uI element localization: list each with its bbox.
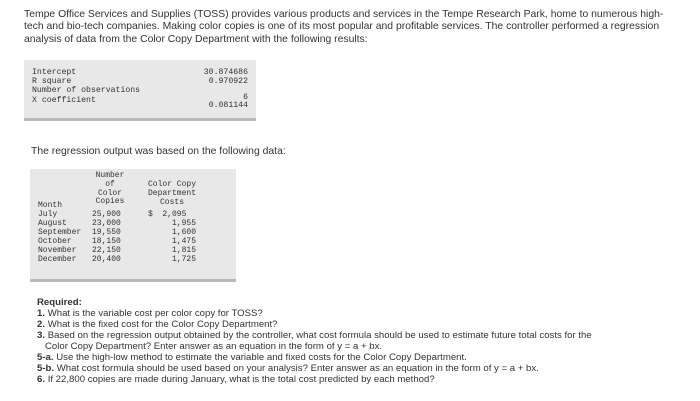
row-cost: 1,600	[172, 228, 197, 237]
regression-value: 30.874686	[203, 68, 248, 77]
question-text: If 22,800 copies are made during January, what is the total cost predicted by each method?	[47, 374, 435, 385]
data-table	[30, 169, 236, 282]
row-cost: 1,815	[172, 246, 197, 255]
regression-output-box	[24, 60, 256, 121]
row-month: July	[38, 210, 58, 219]
row-cost: 1,475	[172, 237, 197, 246]
required-title: Required:	[37, 297, 82, 308]
header-costs-line: Department	[147, 188, 196, 198]
header-costs-line: Costs	[159, 197, 184, 207]
regression-value: 0.081144	[208, 101, 248, 110]
header-copies-line: of	[105, 179, 115, 189]
row-copies: 20,400	[92, 255, 121, 264]
row-month: December	[38, 255, 77, 264]
question-number: 3.	[37, 330, 46, 341]
intro-paragraph: Tempe Office Services and Supplies (TOSS) provides various products and services in the Tempe Research Park, home to numerous high-tech and bio-tech companies. Making color copies is one of its most popular and profitable services. The controller performed a regression analysis of data from the Color Copy Department with the following results:	[24, 9, 664, 45]
question-3-continued	[37, 341, 677, 352]
question-number: 5-b.	[37, 363, 55, 374]
question-number: 1.	[37, 308, 46, 319]
regression-value: 0.970922	[208, 77, 248, 86]
regression-label: Intercept	[32, 68, 77, 77]
row-copies: 25,900	[92, 210, 121, 219]
row-month: November	[38, 246, 77, 255]
header-month: Month	[38, 201, 63, 210]
question-text: What cost formula should be used based on your analysis? Enter answer as an equation in the form of y = a + bx.	[56, 363, 539, 374]
row-cost: 1,955	[172, 219, 197, 228]
question-2	[37, 319, 677, 330]
question-text: Use the high-low method to estimate the variable and fixed costs for the Color Copy Department.	[56, 352, 467, 363]
regression-label: R square	[32, 77, 72, 86]
row-copies: 22,150	[92, 246, 121, 255]
header-copies	[88, 172, 132, 207]
question-text: What is the variable cost per color copy for TOSS?	[47, 308, 263, 319]
question-number: 5-a.	[37, 352, 54, 363]
row-copies: 18,150	[92, 237, 121, 246]
regression-label: X coefficient	[32, 96, 96, 105]
regression-row-x-coefficient	[32, 96, 248, 110]
header-copies-line: Color	[97, 188, 122, 198]
row-month: August	[38, 219, 67, 228]
question-6	[37, 374, 677, 385]
question-3	[37, 330, 677, 341]
row-copies: 23,000	[92, 219, 121, 228]
header-costs-line: Color Copy	[147, 180, 196, 189]
question-number: 2.	[37, 319, 46, 330]
question-text: Based on the regression output obtained by the controller, what cost formula should be used to estimate future total costs for the	[47, 330, 592, 341]
row-month: September	[38, 228, 82, 237]
question-number: 6.	[37, 374, 46, 385]
required-section	[37, 297, 677, 385]
data-heading: The regression output was based on the following data:	[31, 146, 286, 157]
header-copies-line: Copies	[95, 197, 125, 207]
question-5b	[37, 363, 677, 374]
question-1	[37, 308, 677, 319]
question-text: What is the fixed cost for the Color Copy Department?	[47, 319, 278, 330]
regression-label: Number of observations	[32, 86, 141, 95]
header-copies-line: Number	[95, 171, 125, 180]
header-costs	[142, 181, 202, 207]
row-cost: $ 2,095	[148, 210, 187, 219]
row-month: October	[38, 237, 72, 246]
row-cost: 1,725	[172, 255, 197, 264]
question-text: Color Copy Department? Enter answer as an equation in the form of y = a + bx.	[45, 341, 383, 352]
question-5a	[37, 352, 677, 363]
row-copies: 19,550	[92, 228, 121, 237]
regression-value: 6	[243, 93, 248, 102]
